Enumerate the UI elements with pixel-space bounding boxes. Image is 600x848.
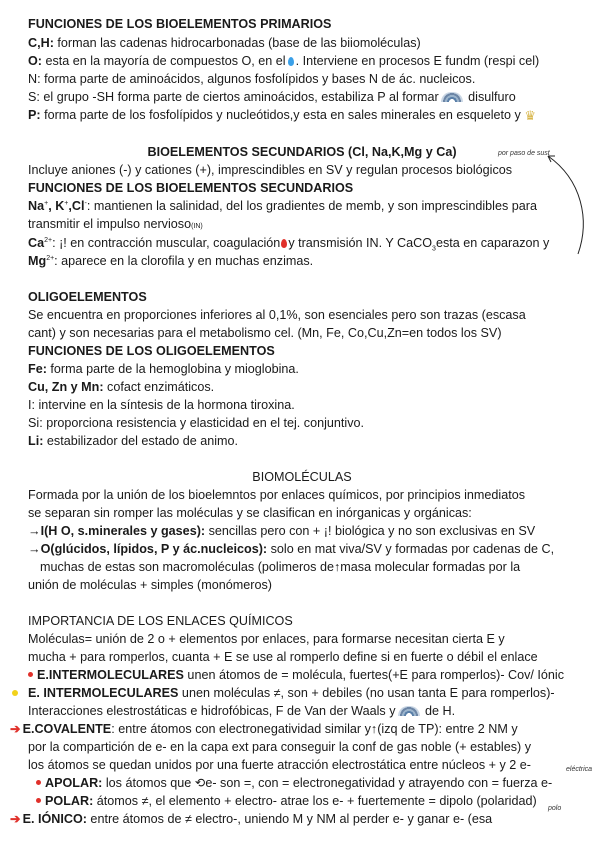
line-ionico: ➔ E. IÓNICO: entre átomos de ≠ electro-, uniendo M y NM al perder e- y ganar e- (esa <box>10 812 493 826</box>
section-title-enlaces: IMPORTANCIA DE LOS ENLACES QUÍMICOS <box>28 614 293 628</box>
water-drop-icon <box>288 57 294 66</box>
subtitle-funciones-oligo: FUNCIONES DE LOS OLIGOELEMENTOS <box>28 344 275 358</box>
line-intramoleculares: E.INTERMOLECULARES unen átomos de = molécula, fuertes(+E para romperlos)- Cov/ Iónic <box>28 667 564 683</box>
subtitle-funciones-secundarios: FUNCIONES DE LOS BIOELEMENTOS SECUNDARIOS <box>28 181 354 195</box>
line-o: O: esta en la mayoría de compuestos O, en el . Interviene en procesos E fundm (respi cel) <box>28 54 540 68</box>
rainbow-bridge-icon <box>398 706 420 716</box>
blood-drop-icon <box>281 239 287 248</box>
line-oligo-1: Se encuentra en proporciones inferiores al 0,1%, son esenciales pero son trazas (escasa <box>28 308 526 322</box>
line-covalente: ➔ E.COVALENTE: entre átomos con electronegatividad similar y↑(izq de TP): entre 2 NM y <box>10 722 518 736</box>
line-i: I: intervine en la síntesis de la hormona tiroxina. <box>28 398 295 412</box>
line-fe: Fe: forma parte de la hemoglobina y mioglobina. <box>28 362 299 376</box>
line-n: N: forma parte de aminoácidos, algunos fosfolípidos y bases N de ác. nucleicos. <box>28 72 476 86</box>
section-title-secundarios: BIOELEMENTOS SECUNDARIOS (Cl, Na,K,Mg y Ca) <box>147 145 457 159</box>
line-inorganicas: →I(H O, s.minerales y gases): sencillas pero con + ¡! biológica y no son exclusivas en SV <box>28 524 536 538</box>
line-p: P: forma parte de los fosfolípidos y nucleótidos,y esta en sales minerales en esqueleto y ♛ <box>28 108 536 123</box>
line-na-cont: transmitir el impulso nervioso(IN) <box>28 217 203 231</box>
line-bio-2: se separan sin romper las moléculas y se clasifican en inórganicas y orgánicas: <box>28 506 472 520</box>
line-apolar: APOLAR: los átomos que ⟲e- son =, con = electronegatividad y atrayendo con = fuerza e- <box>36 775 552 791</box>
red-bullet-icon <box>36 780 41 785</box>
yellow-bullet-icon <box>12 690 18 696</box>
line-intermoleculares: E. INTERMOLECULARES unen moléculas ≠, son + debiles (no usan tanta E para romperlos)- <box>28 686 555 700</box>
line-oligo-2: cant) y son necesarias para el metabolismo cel. (Mn, Fe, Co,Cu,Zn=en todos los SV) <box>28 326 502 340</box>
handwritten-note-electrica: eléctrica <box>566 766 593 773</box>
section-title-biomoleculas: BIOMOLÉCULAS <box>252 470 352 484</box>
line-si: Si: proporciona resistencia y elasticidad en el tej. conjuntivo. <box>28 416 365 430</box>
red-bullet-icon <box>28 672 33 677</box>
line-secundarios-intro: Incluye aniones (-) y cationes (+), imprescindibles en SV y regulan procesos biológicos <box>28 163 513 177</box>
up-arrow-icon: ↑ <box>334 560 341 574</box>
rainbow-bridge-icon <box>441 92 463 102</box>
line-mg: $Mg^{2+}$: aparece en la clorofila y en muchas enzimas. <box>28 254 314 268</box>
line-organicas: →O(glúcidos, lípidos, P y ác.nucleicos): solo en mat viva/SV y formadas por cadenas de C, <box>28 542 555 556</box>
arrow-icon: → <box>28 542 41 556</box>
line-li: Li: estabilizador del estado de animo. <box>28 434 239 448</box>
line-cu-zn-mn: Cu, Zn y Mn: cofact enzimáticos. <box>28 380 215 394</box>
handwritten-note-polo: polo <box>548 805 562 812</box>
tooth-icon: ♛ <box>524 108 536 123</box>
line-enlaces-1: Moléculas= unión de 2 o + elementos por enlaces, para formarse necesitan cierta E y <box>28 632 505 646</box>
line-s: S: el grupo -SH forma parte de ciertos aminoácidos, estabiliza P al formar disulfuro <box>28 90 516 104</box>
line-organicas-3: unión de moléculas + simples (monómeros) <box>28 578 272 592</box>
red-arrow-icon: ➔ <box>10 722 21 736</box>
red-bullet-icon <box>36 798 41 803</box>
line-ca: $Ca^{2+}$: ¡! en contracción muscular, coagulación y transmisión IN. Y CaCO$_3$esta en caparazon y <box>28 236 550 253</box>
line-covalente-2: por la compartición de e- en la capa ext para conseguir la conf de gas noble (+ estables) y <box>28 740 531 754</box>
red-arrow-icon: ➔ <box>10 812 21 826</box>
arrow-icon: → <box>28 524 41 538</box>
handwritten-note-paso: por paso de sust <box>498 150 550 157</box>
line-ch: C,H: forman las cadenas hidrocarbonadas (base de las biiomoléculas) <box>28 36 421 50</box>
line-bio-1: Formada por la unión de los bioelemntos por enlaces químicos, por principios inmediatos <box>28 488 526 502</box>
line-na-k-cl: Na+, K+,Cl-: mantienen la salinidad, del los gradientes de memb, y son imprescindibles para <box>28 199 537 213</box>
curved-arrow-annotation <box>528 150 588 262</box>
section-title-primarios: FUNCIONES DE LOS BIOELEMENTOS PRIMARIOS <box>28 17 332 31</box>
line-enlaces-2: mucha + para romperlos, cuanta + E se use al romperlo define si en fuerte o débil el enlace <box>28 650 538 664</box>
line-polar: POLAR: átomos ≠, el elemento + electro- atrae los e- + fuertemente = dipolo (polaridad) <box>36 793 537 809</box>
section-title-oligoelementos: OLIGOELEMENTOS <box>28 290 147 304</box>
line-covalente-3: los átomos se quedan unidos por una fuerte atracción electrostática entre núcleos + y 2 e- <box>28 758 531 772</box>
line-organicas-2: muchas de estas son macromoléculas (polimeros de↑masa molecular formadas por la <box>40 560 521 574</box>
line-intermoleculares-2: Interacciones elestrostáticas e hidrofóbicas, F de Van der Waals y de H. <box>28 704 456 718</box>
